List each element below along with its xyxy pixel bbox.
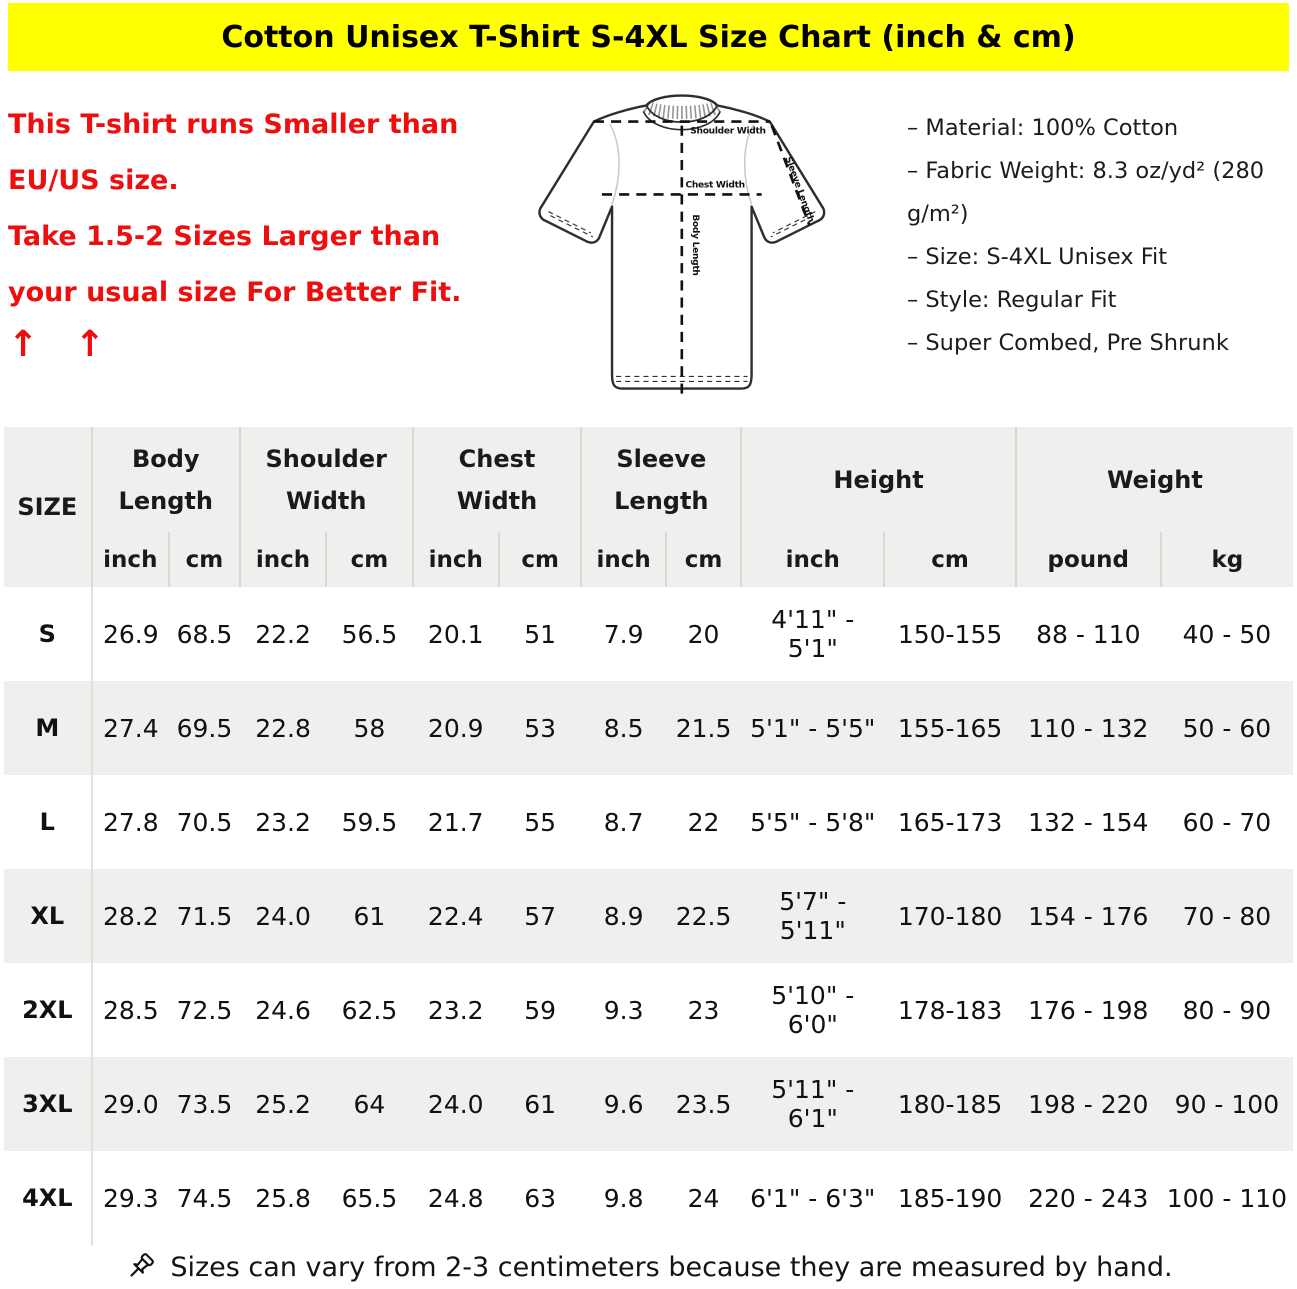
table-cell: 55	[524, 807, 557, 837]
sleeve-length-label: Sleeve Length	[782, 155, 816, 224]
table-cell: 51	[524, 619, 557, 649]
unit-header: pound	[1016, 532, 1161, 587]
table-cell: 65.5	[341, 1183, 398, 1213]
title-banner	[8, 3, 1289, 71]
table-cell: 61	[524, 1089, 557, 1119]
table-cell: 80 - 90	[1182, 995, 1272, 1025]
table-cell: 74.5	[176, 1183, 233, 1213]
table-cell: 61	[353, 901, 386, 931]
size-cell: XL	[4, 869, 92, 963]
table-row	[4, 963, 1293, 1057]
page-title: Cotton Unisex T-Shirt S-4XL Size Chart (inch & cm)	[221, 19, 1076, 55]
tshirt-diagram-wrap	[513, 81, 885, 427]
table-cell: 72.5	[176, 995, 233, 1025]
table-row	[4, 681, 1293, 775]
table-cell: 22.8	[255, 713, 311, 743]
unit-header: inch	[581, 532, 665, 587]
table-cell: 68.5	[176, 619, 233, 649]
table-cell: 155-165	[897, 713, 1003, 743]
top-section	[0, 71, 1297, 427]
col-header-weight: Weight	[1016, 427, 1293, 532]
fit-warning	[8, 81, 513, 427]
table-cell: 24.8	[427, 1183, 484, 1213]
table-cell: 60 - 70	[1182, 807, 1272, 837]
table-cell: 5'1" - 5'5"	[750, 713, 876, 743]
table-cell: 24.0	[427, 1089, 484, 1119]
table-cell: 176 - 198	[1028, 995, 1149, 1025]
size-cell: L	[4, 775, 92, 869]
table-cell: 21.5	[675, 713, 732, 743]
table-header-groups	[4, 427, 1293, 532]
size-cell: 2XL	[4, 963, 92, 1057]
table-row	[4, 1151, 1293, 1245]
col-header-chest-width: Chest Width	[413, 427, 582, 532]
table-cell: 5'7" - 5'11"	[779, 887, 847, 945]
tshirt-measurement-diagram	[517, 81, 881, 415]
table-cell: 24.6	[255, 995, 311, 1025]
unit-header: inch	[413, 532, 499, 587]
unit-header: kg	[1161, 532, 1293, 587]
table-cell: 70 - 80	[1182, 901, 1272, 931]
table-cell: 8.7	[603, 807, 644, 837]
table-cell: 64	[353, 1089, 386, 1119]
table-cell: 132 - 154	[1028, 807, 1149, 837]
table-cell: 170-180	[897, 901, 1003, 931]
footnote-text: Sizes can vary from 2-3 centimeters because they are measured by hand.	[170, 1251, 1173, 1283]
table-row	[4, 775, 1293, 869]
body-length-label: Body Length	[689, 214, 700, 276]
table-cell: 198 - 220	[1028, 1089, 1149, 1119]
table-cell: 9.6	[603, 1089, 644, 1119]
table-cell: 26.9	[102, 619, 159, 649]
table-row	[4, 869, 1293, 963]
detail-item: – Super Combed, Pre Shrunk	[907, 330, 1229, 356]
size-cell: 4XL	[4, 1151, 92, 1245]
table-cell: 28.5	[102, 995, 159, 1025]
product-details-list	[885, 81, 1289, 427]
size-cell: S	[4, 587, 92, 681]
table-cell: 20.9	[427, 713, 484, 743]
warning-line: This T-shirt runs Smaller than	[8, 109, 459, 140]
warning-line: EU/US size.	[8, 165, 179, 196]
table-cell: 22.2	[255, 619, 311, 649]
table-cell: 62.5	[341, 995, 398, 1025]
table-cell: 20.1	[427, 619, 484, 649]
table-cell: 23.2	[255, 807, 311, 837]
table-cell: 150-155	[897, 619, 1003, 649]
col-header-size: SIZE	[4, 427, 92, 587]
table-cell: 28.2	[102, 901, 159, 931]
table-cell: 9.8	[603, 1183, 644, 1213]
table-cell: 154 - 176	[1028, 901, 1149, 931]
table-cell: 22	[687, 807, 720, 837]
table-cell: 50 - 60	[1182, 713, 1272, 743]
col-header-height: Height	[741, 427, 1016, 532]
col-header-body-length: Body Length	[92, 427, 240, 532]
detail-item: – Material: 100% Cotton	[907, 115, 1179, 141]
chest-width-label: Chest Width	[685, 180, 745, 191]
table-cell: 25.2	[255, 1089, 311, 1119]
table-cell: 220 - 243	[1028, 1183, 1149, 1213]
size-cell: 3XL	[4, 1057, 92, 1151]
table-cell: 9.3	[603, 995, 644, 1025]
table-cell: 24	[687, 1183, 720, 1213]
table-cell: 88 - 110	[1036, 619, 1141, 649]
table-cell: 24.0	[255, 901, 311, 931]
size-cell: M	[4, 681, 92, 775]
warning-line: your usual size For Better Fit.	[8, 277, 462, 308]
warning-line: Take 1.5-2 Sizes Larger than	[8, 221, 441, 252]
size-table-body	[4, 587, 1293, 1245]
table-cell: 71.5	[176, 901, 233, 931]
table-cell: 23.5	[675, 1089, 732, 1119]
table-cell: 20	[687, 619, 720, 649]
table-cell: 58	[353, 713, 386, 743]
table-cell: 70.5	[176, 807, 233, 837]
table-cell: 29.0	[102, 1089, 159, 1119]
table-header-units	[4, 532, 1293, 587]
table-cell: 110 - 132	[1028, 713, 1149, 743]
unit-header: inch	[240, 532, 326, 587]
unit-header: inch	[92, 532, 169, 587]
unit-header: cm	[499, 532, 581, 587]
pushpin-icon	[124, 1251, 156, 1283]
table-cell: 56.5	[341, 619, 398, 649]
table-cell: 40 - 50	[1182, 619, 1272, 649]
detail-item: – Size: S-4XL Unisex Fit	[907, 244, 1168, 270]
table-cell: 5'10" - 6'0"	[771, 981, 855, 1039]
table-cell: 180-185	[897, 1089, 1003, 1119]
unit-header: cm	[169, 532, 240, 587]
table-cell: 25.8	[255, 1183, 311, 1213]
table-cell: 59	[524, 995, 557, 1025]
detail-item: – Fabric Weight: 8.3 oz/yd² (280 g/m²)	[907, 158, 1265, 227]
unit-header: inch	[741, 532, 884, 587]
up-arrows-icon: ↑ ↑	[8, 324, 117, 365]
table-cell: 53	[524, 713, 557, 743]
unit-header: cm	[666, 532, 741, 587]
table-cell: 23	[687, 995, 720, 1025]
size-chart-table	[4, 427, 1293, 1245]
table-cell: 29.3	[102, 1183, 159, 1213]
table-cell: 27.8	[102, 807, 159, 837]
col-header-sleeve-length: Sleeve Length	[581, 427, 741, 532]
col-header-shoulder-width: Shoulder Width	[240, 427, 413, 532]
table-cell: 73.5	[176, 1089, 233, 1119]
table-cell: 27.4	[102, 713, 159, 743]
table-cell: 5'11" - 6'1"	[771, 1075, 855, 1133]
shoulder-width-label: Shoulder Width	[690, 126, 766, 137]
table-cell: 165-173	[897, 807, 1003, 837]
table-cell: 4'11" - 5'1"	[771, 605, 855, 663]
table-cell: 22.4	[427, 901, 484, 931]
table-row	[4, 587, 1293, 681]
table-cell: 178-183	[897, 995, 1003, 1025]
table-cell: 90 - 100	[1174, 1089, 1280, 1119]
tshirt-outline	[539, 96, 824, 389]
table-cell: 8.5	[603, 713, 644, 743]
footnote	[0, 1245, 1297, 1289]
table-cell: 8.9	[603, 901, 644, 931]
table-cell: 185-190	[897, 1183, 1003, 1213]
unit-header: cm	[326, 532, 412, 587]
table-cell: 63	[524, 1183, 557, 1213]
detail-item: – Style: Regular Fit	[907, 287, 1117, 313]
table-cell: 21.7	[427, 807, 484, 837]
table-row	[4, 1057, 1293, 1151]
table-cell: 57	[524, 901, 557, 931]
table-cell: 22.5	[675, 901, 732, 931]
table-cell: 59.5	[341, 807, 398, 837]
table-cell: 7.9	[603, 619, 644, 649]
table-cell: 5'5" - 5'8"	[750, 807, 876, 837]
table-cell: 100 - 110	[1166, 1183, 1288, 1213]
unit-header: cm	[884, 532, 1015, 587]
table-cell: 23.2	[427, 995, 484, 1025]
table-cell: 6'1" - 6'3"	[750, 1183, 876, 1213]
table-cell: 69.5	[176, 713, 233, 743]
